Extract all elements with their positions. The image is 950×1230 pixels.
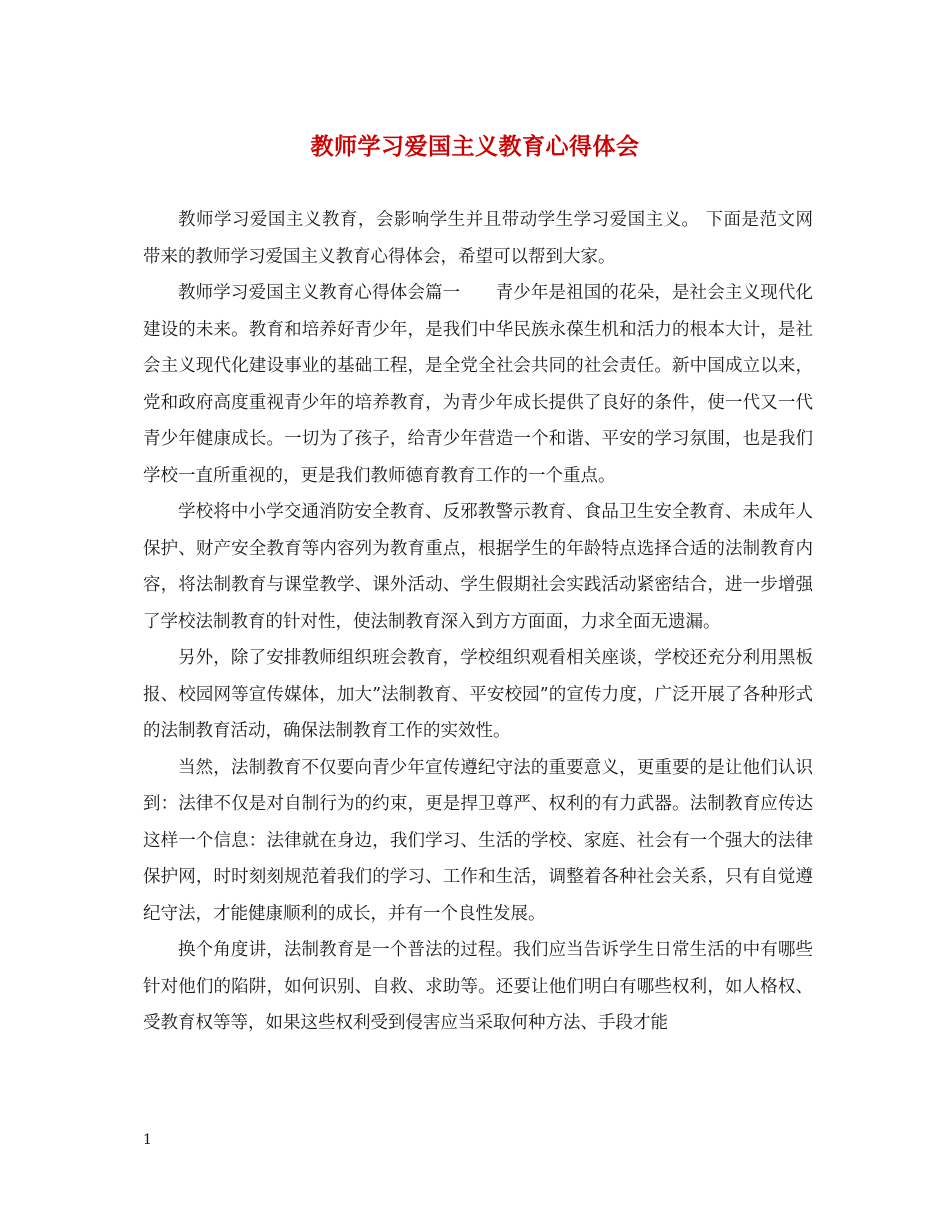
page-number: 1 [143, 1132, 152, 1148]
paragraph: 当然，法制教育不仅要向青少年宣传遵纪守法的重要意义，更重要的是让他们认识到：法律不仅是对自制行为的约束，更是捍卫尊严、权利的有力武器。法制教育应传达这样一个信息：法律就在身边，我们学习、生活的学校、家庭、社会有一个强大的法律保护网，时时刻刻规范着我们的学习、工作和生活，调整着各种社会关系，只有自觉遵纪守法，才能健康顺利的成长，并有一个良性发展。 [143, 757, 813, 924]
document-body [143, 202, 813, 1042]
paragraph: 另外，除了安排教师组织班会教育，学校组织观看相关座谈，学校还充分利用黑板报、校园网等宣传媒体，加大”法制教育、平安校园”的宣传力度，广泛开展了各种形式的法制教育活动，确保法制教育工作的实效性。 [143, 648, 813, 741]
document-title: 教师学习爱国主义教育心得体会 [310, 133, 640, 160]
paragraph: 换个角度讲，法制教育是一个普法的过程。我们应当告诉学生日常生活的中有哪些针对他们的陷阱，如何识别、自救、求助等。还要让他们明白有哪些权利，如人格权、受教育权等等，如果这些权利受到侵害应当采取何种方法、手段才能 [143, 940, 813, 1033]
paragraph: 学校将中小学交通消防安全教育、反邪教警示教育、食品卫生安全教育、未成年人保护、财产安全教育等内容列为教育重点，根据学生的年龄特点选择合适的法制教育内容，将法制教育与课堂教学、课外活动、学生假期社会实践活动紧密结合，进一步增强了学校法制教育的针对性，使法制教育深入到方方面面，力求全面无遗漏。 [143, 502, 813, 632]
paragraph: 教师学习爱国主义教育，会影响学生并且带动学生学习爱国主义。 下面是范文网带来的教师学习爱国主义教育心得体会，希望可以帮到大家。 [143, 210, 813, 267]
paragraph: 教师学习爱国主义教育心得体会篇一 青少年是祖国的花朵，是社会主义现代化建设的未来。教育和培养好青少年，是我们中华民族永葆生机和活力的根本大计，是社会主义现代化建设事业的基础工程，是全党全社会共同的社会责任。新中国成立以来，党和政府高度重视青少年的培养教育，为青少年成长提供了良好的条件，使一代又一代青少年健康成长。一切为了孩子，给青少年营造一个和谐、平安的学习氛围，也是我们学校一直所重视的，更是我们教师德育教育工作的一个重点。 [143, 283, 813, 486]
